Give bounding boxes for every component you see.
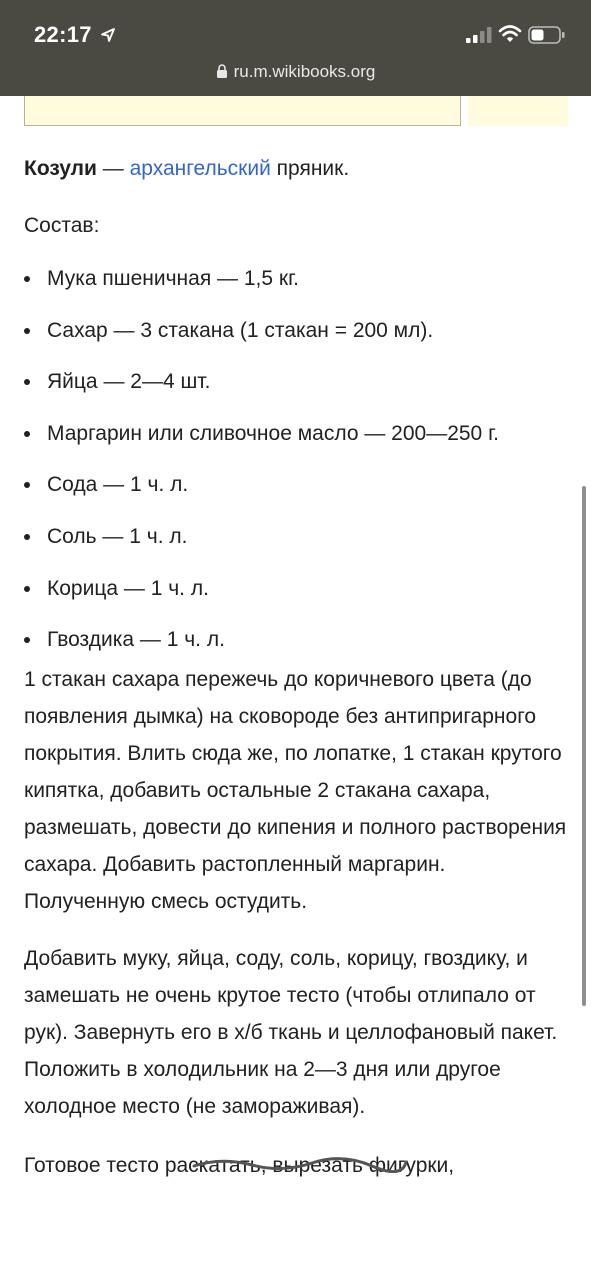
ingredient-text: Яйца — 2—4 шт.: [47, 370, 211, 394]
lock-icon: [216, 64, 228, 78]
bullet-icon: [24, 586, 30, 592]
status-time: 22:17: [34, 22, 92, 47]
article-term: Козули: [24, 157, 97, 180]
recipe-paragraph-1: 1 стакан сахара пережечь до коричневого цвета (до появления дымка) на сковороде без антипригарного покрытия. Влить сюда же, по лопатке, 1 стакан крутого кипятка, добавить остальные 2 стакана сахара, размешать, довести до кипения и полного растворения сахара. Добавить растопленный маргарин. Полученную смесь остудить.: [24, 667, 567, 913]
list-item: [24, 312, 569, 349]
page-scrollbar[interactable]: [582, 486, 586, 1006]
ingredient-text: Сахар — 3 стакана (1 стакан = 200 мл).: [47, 318, 434, 342]
infobox-side: [468, 96, 568, 126]
wifi-icon: [498, 24, 522, 44]
browser-top-bar: [0, 0, 591, 96]
list-item: [24, 260, 569, 297]
location-arrow-icon: [100, 27, 116, 43]
bullet-icon: [24, 379, 30, 385]
address-bar[interactable]: [0, 62, 591, 86]
ingredient-text: Сода — 1 ч. л.: [47, 473, 189, 497]
bullet-icon: [24, 431, 30, 437]
battery-icon: [528, 25, 566, 45]
list-item: [24, 363, 569, 400]
ingredients-heading: Состав:: [24, 214, 100, 237]
intro-dash: —: [96, 157, 130, 180]
list-item: [24, 518, 569, 555]
ingredients-list: [24, 260, 569, 658]
infobox-bottom: [24, 96, 461, 126]
ingredient-text: Мука пшеничная — 1,5 кг.: [47, 267, 300, 290]
bullet-icon: [24, 637, 30, 643]
link-arkhangelsky[interactable]: архангельский: [129, 157, 271, 180]
list-item: [24, 570, 569, 607]
ingredient-text: Соль — 1 ч. л.: [47, 524, 188, 548]
ingredient-text: Гвоздика — 1 ч. л.: [47, 628, 225, 652]
list-item: [24, 466, 569, 503]
ingredient-text: Маргарин или сливочное масло — 200—250 г.: [47, 421, 500, 445]
recipe-paragraph-2: Добавить муку, яйца, соду, соль, корицу, гвоздику, и замешать не очень крутое тесто (чтобы отлипало от рук). Завернуть его в х/б ткань и целлофановый пакет. Положить в холодильник на 2—3 дня или другое холодное место (не замораживая).: [24, 946, 558, 1118]
url-text: ru.m.wikibooks.org: [233, 62, 376, 81]
bullet-icon: [24, 482, 30, 488]
recipe-paragraph-3-text: Готовое тесто раскатать, вырезать фигурки,: [24, 1153, 455, 1177]
recipe-paragraph-3: [24, 1147, 569, 1184]
bullet-icon: [24, 276, 30, 282]
article-content: [24, 150, 569, 1184]
bullet-icon: [24, 534, 30, 540]
ingredient-text: Корица — 1 ч. л.: [47, 576, 209, 600]
list-item: [24, 415, 569, 452]
bullet-icon: [24, 328, 30, 334]
intro-rest: пряник.: [270, 157, 350, 180]
list-item: [24, 621, 569, 658]
cellular-signal-icon: [466, 27, 494, 43]
scribble-overlay: [192, 1153, 408, 1173]
article-intro: [24, 150, 569, 187]
